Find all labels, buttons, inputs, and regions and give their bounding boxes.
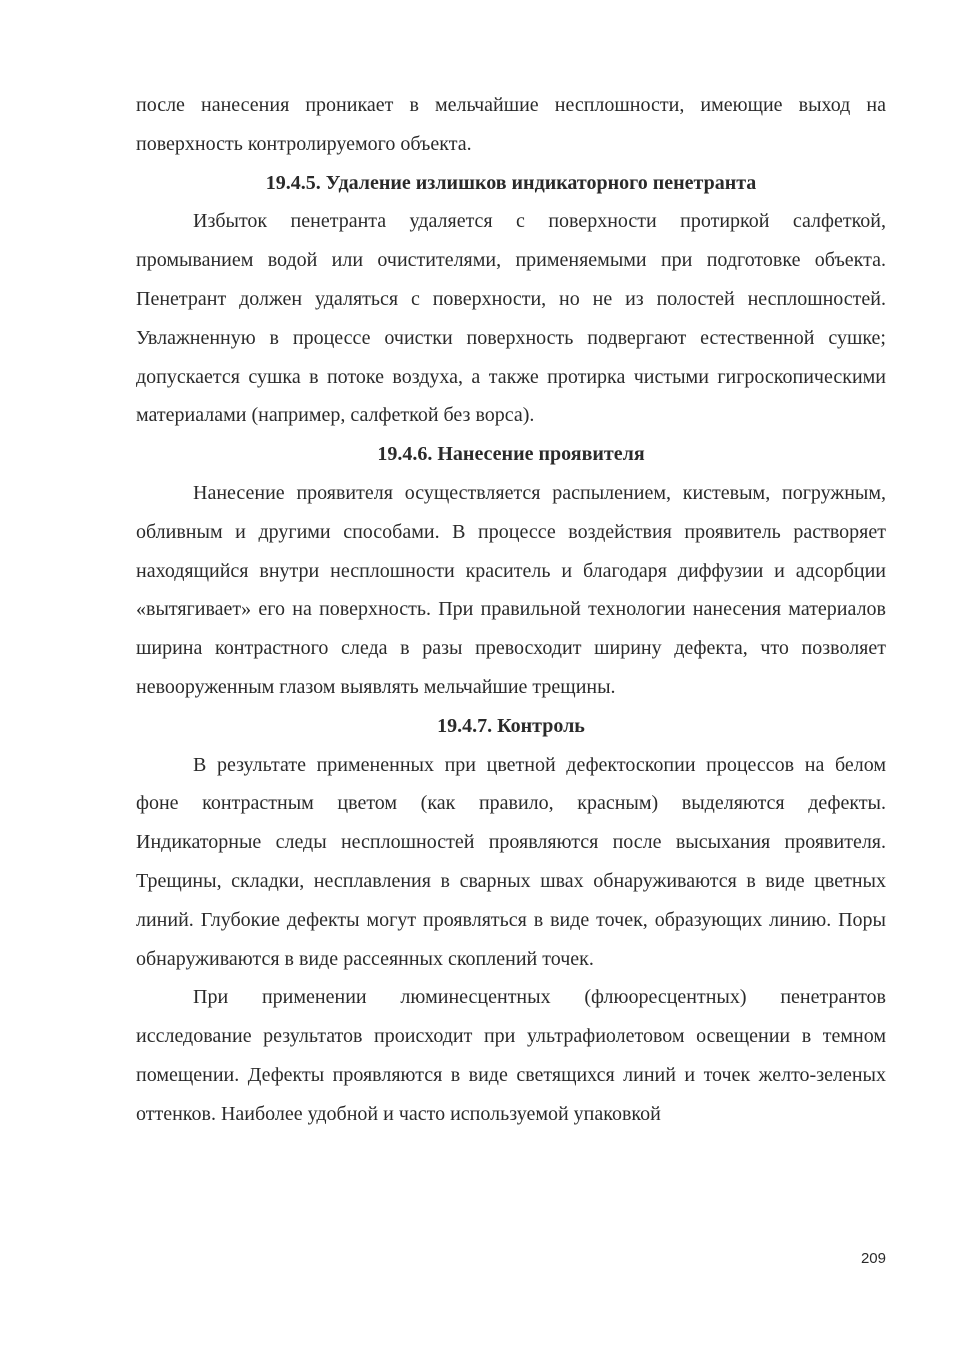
document-page bbox=[136, 86, 886, 1134]
section-heading-19-4-5: 19.4.5. Удаление излишков индикаторного пенетранта bbox=[265, 171, 757, 194]
paragraph-fluorescent-penetrants: При применении люминесцентных (флюоресцентных) пенетрантов исследование результатов происходит при ультрафиолетовом освещении в темном помещении. Дефекты проявляются в виде светящихся линий и точек желто-зеленых оттенков. Наиболее удобной и часто используемой упаковкой bbox=[136, 986, 886, 1125]
page-number: 209 bbox=[860, 1250, 886, 1267]
paragraph-control-results: В результате примененных при цветной дефектоскопии процессов на белом фоне контрастным цветом (как правило, красным) выделяются дефекты. Индикаторные следы несплошностей проявляются после высыхания проявителя. Трещины, складки, несплавления в сварных швах обнаруживаются в виде цветных линий. Глубокие дефекты могут проявляться в виде точек, образующих линию. Поры обнаруживаются в виде рассеянных скоплений точек. bbox=[136, 753, 886, 970]
paragraph-penetrant-removal: Избыток пенетранта удаляется с поверхности протиркой салфеткой, промыванием водой или очистителями, применяемыми при подготовке объекта. Пенетрант должен удаляться с поверхности, но не из полостей несплошностей. Увлажненную в процессе очистки поверхность подвергают естественной сушке; допускается сушка в потоке воздуха, а также протирка чистыми гигроскопическими материалами (например, салфеткой без ворса). bbox=[136, 210, 886, 427]
section-heading-19-4-6: 19.4.6. Нанесение проявителя bbox=[377, 443, 645, 466]
paragraph-continuation: после нанесения проникает в мельчайшие несплошности, имеющие выход на поверхность контролируемого объекта. bbox=[136, 94, 886, 155]
section-heading-19-4-7: 19.4.7. Контроль bbox=[437, 714, 585, 737]
paragraph-developer-application: Нанесение проявителя осуществляется распылением, кистевым, погружным, обливным и другими способами. В процессе воздействия проявитель растворяет находящийся внутри несплошности краситель и благодаря диффузии и адсорбции «вытягивает» его на поверхность. При правильной технологии нанесения материалов ширина контрастного следа в разы превосходит ширину дефекта, что позволяет невооруженным глазом выявлять мельчайшие трещины. bbox=[136, 481, 886, 698]
